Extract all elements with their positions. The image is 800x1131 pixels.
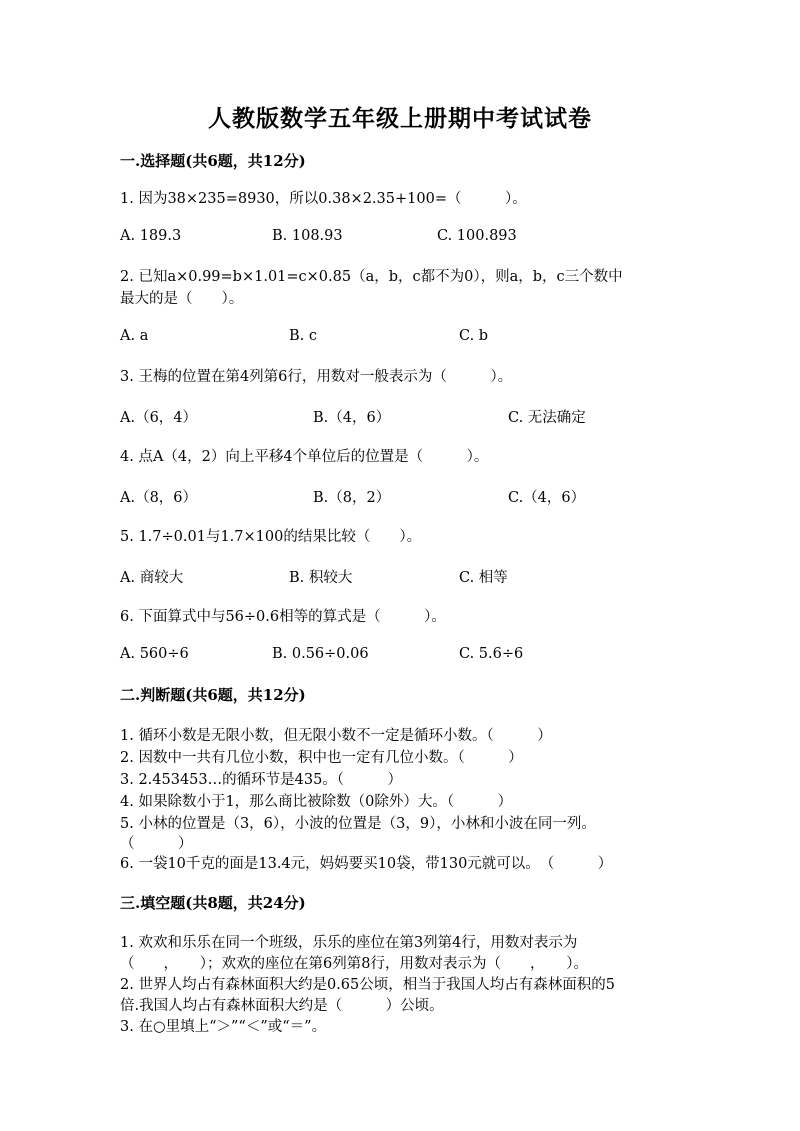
question-5-option-b: B. 积较大 — [289, 570, 353, 586]
question-1-option-b: B. 108.93 — [272, 228, 343, 244]
question-1-option-a: A. 189.3 — [120, 228, 182, 244]
question-1-option-c: C. 100.893 — [437, 228, 517, 244]
section-heading-judgment: 二.判断题(共6题，共12分) — [120, 686, 306, 704]
judgment-line: （ ） — [120, 836, 193, 852]
fill-blank-line: 3. 在○里填上“＞”“＜”或“＝”。 — [120, 1019, 327, 1035]
question-2-option-a: A. a — [120, 328, 149, 344]
question-5: 5. 1.7÷0.01与1.7×100的结果比较（ ）。 — [120, 529, 422, 545]
question-5-option-a: A. 商较大 — [120, 570, 184, 586]
judgment-line: 5. 小林的位置是（3，6），小波的位置是（3，9），小林和小波在同一列。 — [120, 816, 596, 832]
question-3: 3. 王梅的位置在第4列第6行，用数对一般表示为（ ）。 — [120, 369, 513, 385]
question-3-option-a: A.（6，4） — [120, 410, 198, 426]
judgment-line: 3. 2.453453…的循环节是435。（ ） — [120, 772, 403, 788]
question-6-option-b: B. 0.56÷0.06 — [272, 646, 369, 662]
question-3-option-c: C. 无法确定 — [508, 410, 586, 426]
fill-blank-line: （ ， ）；欢欢的座位在第6列第8行，用数对表示为（ ， ）。 — [120, 956, 588, 972]
judgment-line: 1. 循环小数是无限小数，但无限小数不一定是循环小数。（ ） — [120, 728, 552, 744]
question-4-option-a: A.（8，6） — [120, 490, 198, 506]
question-6-option-c: C. 5.6÷6 — [459, 646, 524, 662]
fill-blank-line: 倍.我国人均占有森林面积大约是（ ）公顷。 — [120, 998, 444, 1014]
judgment-line: 4. 如果除数小于1，那么商比被除数（0除外）大。（ ） — [120, 794, 513, 810]
fill-blank-line: 1. 欢欢和乐乐在同一个班级，乐乐的座位在第3列第4行，用数对表示为 — [120, 935, 578, 951]
judgment-line: 2. 因数中一共有几位小数，积中也一定有几位小数。（ ） — [120, 750, 523, 766]
question-6-option-a: A. 560÷6 — [120, 646, 189, 662]
question-4: 4. 点A（4，2）向上平移4个单位后的位置是（ ）。 — [120, 449, 489, 465]
fill-blank-line: 2. 世界人均占有森林面积大约是0.65公顷，相当于我国人均占有森林面积的5 — [120, 977, 615, 993]
question-2-option-b: B. c — [289, 328, 317, 344]
question-2-line-2: 最大的是（ ）。 — [120, 291, 244, 307]
question-2-line-1: 2. 已知a×0.99=b×1.01=c×0.85（a，b，c都不为0），则a，b，c三个数中 — [120, 269, 623, 285]
question-6: 6. 下面算式中与56÷0.6相等的算式是（ ）。 — [120, 609, 446, 625]
question-4-option-b: B.（8，2） — [313, 490, 391, 506]
section-heading-choice: 一.选择题(共6题，共12分) — [120, 152, 306, 170]
page-title: 人教版数学五年级上册期中考试试卷 — [208, 105, 592, 132]
question-4-option-c: C.（4，6） — [508, 490, 586, 506]
question-5-option-c: C. 相等 — [459, 570, 508, 586]
judgment-line: 6. 一袋10千克的面是13.4元，妈妈要买10袋，带130元就可以。 （ ） — [120, 856, 613, 872]
section-heading-fill-blank: 三.填空题(共8题，共24分) — [120, 894, 306, 912]
question-2-option-c: C. b — [459, 328, 489, 344]
question-1: 1. 因为38×235=8930，所以0.38×2.35+100=（ ）。 — [120, 191, 527, 207]
question-3-option-b: B.（4，6） — [313, 410, 391, 426]
